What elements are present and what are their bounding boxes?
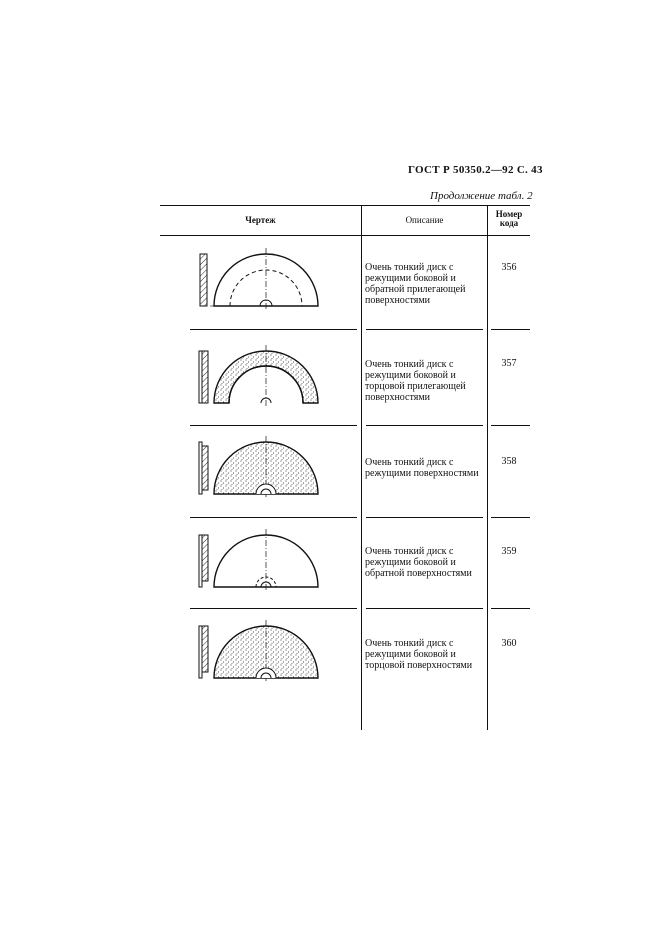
row-separator — [190, 329, 357, 330]
row-358-code: 358 — [501, 456, 517, 467]
row-360-code: 360 — [501, 638, 517, 649]
page-header: ГОСТ Р 50350.2—92 С. 43 — [408, 164, 543, 176]
description-line: режущими боковой и — [365, 557, 456, 568]
row-separator — [366, 608, 483, 609]
description-line: торцовой поверхностями — [365, 660, 473, 671]
description-line: Очень тонкий диск с — [365, 546, 454, 557]
row-separator — [366, 425, 483, 426]
description-line: обратной прилегающей — [365, 284, 466, 295]
row-separator — [366, 517, 483, 518]
row-357-description — [365, 359, 489, 403]
row-separator — [190, 517, 357, 518]
row-359-code: 359 — [501, 546, 517, 557]
row-357-code: 357 — [501, 358, 517, 369]
table-top-rule — [160, 205, 530, 206]
drawing-wheel-357 — [190, 349, 330, 409]
row-separator — [190, 608, 357, 609]
row-separator — [190, 425, 357, 426]
row-360-description — [365, 638, 489, 671]
column-header-code-line: кода — [499, 218, 519, 228]
drawing-wheel-360 — [190, 624, 330, 684]
drawing-wheel-358 — [190, 440, 330, 500]
drawing-wheel-359 — [190, 533, 330, 593]
row-356-description — [365, 262, 489, 306]
description-line: Очень тонкий диск с — [365, 638, 454, 649]
row-358-description — [365, 457, 489, 479]
row-separator — [491, 608, 530, 609]
drawing-wheel-356 — [190, 252, 330, 312]
description-line: режущими боковой и — [365, 370, 456, 381]
description-line: режущими боковой и — [365, 649, 456, 660]
row-separator — [491, 425, 530, 426]
column-header-description: Описание — [405, 215, 444, 225]
column-header-drawing: Чертеж — [245, 215, 276, 225]
description-line: Очень тонкий диск с — [365, 359, 454, 370]
row-356-code: 356 — [501, 262, 517, 273]
table-continuation-caption: Продолжение табл. 2 — [430, 190, 533, 202]
description-line: Очень тонкий диск с — [365, 457, 454, 468]
column-header-code-line: Номер — [495, 209, 523, 219]
description-line: поверхностями — [365, 392, 431, 403]
table-header-rule — [160, 235, 530, 236]
row-separator — [491, 517, 530, 518]
description-line: торцовой прилегающей — [365, 381, 466, 392]
description-line: Очень тонкий диск с — [365, 262, 454, 273]
description-line: поверхностями — [365, 295, 431, 306]
description-line: обратной поверхностями — [365, 568, 472, 579]
column-divider-1 — [361, 205, 362, 730]
row-separator — [366, 329, 483, 330]
column-header-code — [488, 210, 530, 228]
description-line: режущими боковой и — [365, 273, 456, 284]
description-line: режущими поверхностями — [365, 468, 479, 479]
row-separator — [491, 329, 530, 330]
row-359-description — [365, 546, 489, 579]
